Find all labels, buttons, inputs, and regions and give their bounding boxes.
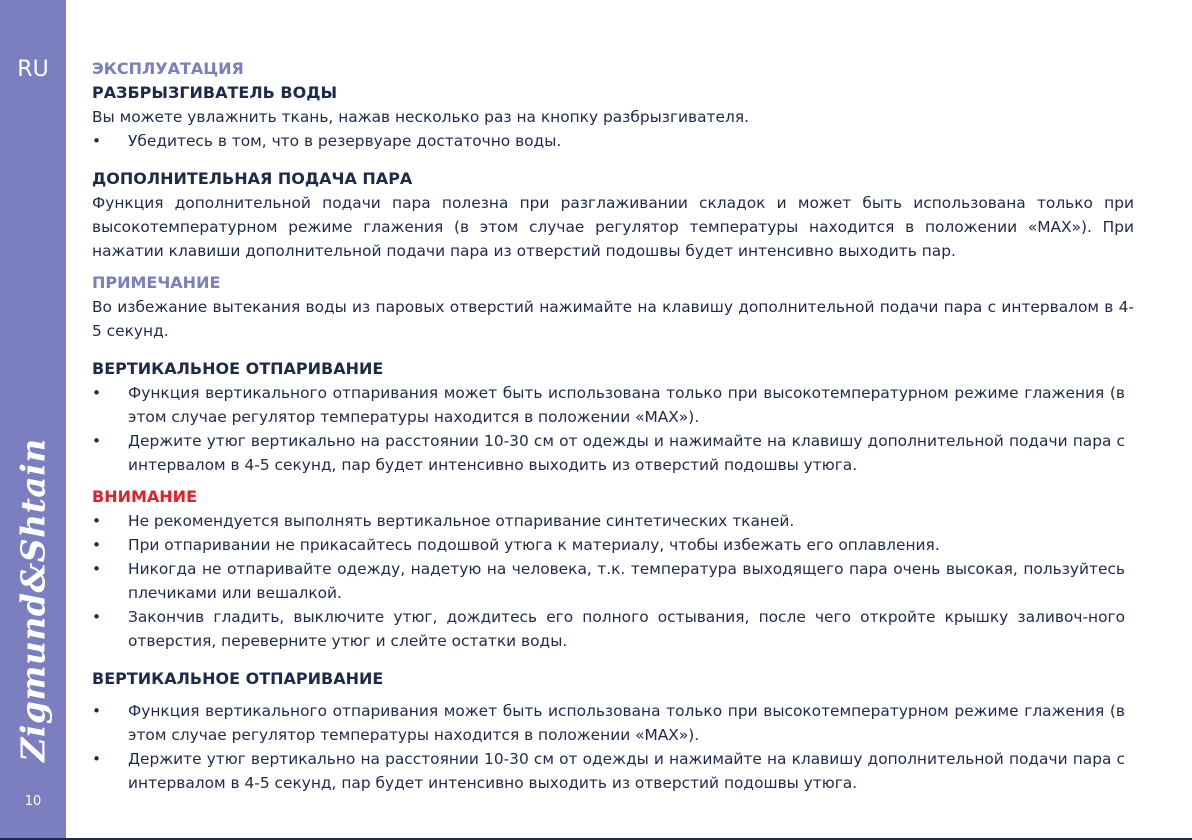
section-heading-note: ПРИМЕЧАНИЕ [92,273,221,292]
list-item-text: Никогда не отпаривайте одежду, надетую на человека, т.к. температура выходящего пара очень высокая, пользуйтесь плечиками или вешалкой. [128,560,1125,602]
section-heading-extra-steam: ДОПОЛНИТЕЛЬНАЯ ПОДАЧА ПАРА [92,169,413,188]
list-item [92,699,1134,747]
sprayer-bullets [92,129,1134,153]
note-text: Во избежание вытекания воды из паровых отверстий нажимайте на клавишу дополнительной подачи пара с интервалом в 4-5 секунд. [92,298,1134,340]
list-item-text: Держите утюг вертикально на расстоянии 10-30 см от одежды и нажимайте на клавишу дополнительной подачи пара с интервалом в 4-5 секунд, пар будет интенсивно выходить из отверстий подошвы утюга. [128,750,1125,792]
list-item [92,381,1134,429]
list-item [92,129,1134,153]
brand-logo: Zigmund&Shtain [13,438,53,762]
list-item-text: Функция вертикального отпаривания может быть использована только при высокотемпературном режиме глажения (в этом случае регулятор температуры находится в положении «MAX»). [128,384,1125,426]
section-heading-operation: ЭКСПЛУАТАЦИЯ [92,59,244,78]
language-label: RU [17,57,49,82]
section-heading-warning: ВНИМАНИЕ [92,487,197,506]
list-item [92,533,1134,557]
list-item-text: Не рекомендуется выполнять вертикальное отпаривание синтетических тканей. [128,512,795,530]
section-heading-vertical-steaming: ВЕРТИКАЛЬНОЕ ОТПАРИВАНИЕ [92,359,384,378]
list-item-text: Держите утюг вертикально на расстоянии 10-30 см от одежды и нажимайте на клавишу дополнительной подачи пара с интервалом в 4-5 секунд, пар будет интенсивно выходить из отверстий подошвы утюга. [128,432,1125,474]
bullet-mark: • [92,384,102,402]
extra-steam-text: Функция дополнительной подачи пара полезна при разглаживании складок и может быть использована только при высокотемпературном режиме глажения (в этом случае регулятор температуры находится в положении «MAX»). При нажатии клавиши дополнительной подачи пара из отверстий подошвы будет интенсивно выходить пар. [92,194,1134,260]
bullet-mark: • [92,132,102,150]
manual-content [92,57,1134,795]
bullet-mark: • [92,702,102,720]
list-item-text: Убедитесь в том, что в резервуаре достаточно воды. [128,132,562,150]
list-item-text: Функция вертикального отпаривания может быть использована только при высокотемпературном режиме глажения (в этом случае регулятор температуры находится в положении «MAX»). [128,702,1125,744]
bullet-mark: • [92,608,102,626]
section-heading-sprayer: РАЗБРЫЗГИВАТЕЛЬ ВОДЫ [92,83,338,102]
list-item [92,509,1134,533]
page-number: 10 [24,794,42,809]
bullet-mark: • [92,750,102,768]
vertical-steaming-bullets-2 [92,699,1134,795]
list-item [92,429,1134,477]
list-item-text: При отпаривании не прикасайтесь подошвой утюга к материалу, чтобы избежать его оплавления. [128,536,940,554]
section-heading-vertical-steaming-2: ВЕРТИКАЛЬНОЕ ОТПАРИВАНИЕ [92,669,384,688]
sidebar [0,0,66,840]
bullet-mark: • [92,512,102,530]
list-item-text: Закончив гладить, выключите утюг, дождитесь его полного остывания, после чего откройте крышку заливоч-ного отверстия, переверните утюг и слейте остатки воды. [128,608,1125,650]
list-item [92,605,1134,653]
sprayer-text: Вы можете увлажнить ткань, нажав несколько раз на кнопку разбрызгивателя. [92,108,749,126]
warning-bullets [92,509,1134,653]
bullet-mark: • [92,560,102,578]
bullet-mark: • [92,432,102,450]
list-item [92,557,1134,605]
vertical-steaming-bullets [92,381,1134,477]
bullet-mark: • [92,536,102,554]
list-item [92,747,1134,795]
